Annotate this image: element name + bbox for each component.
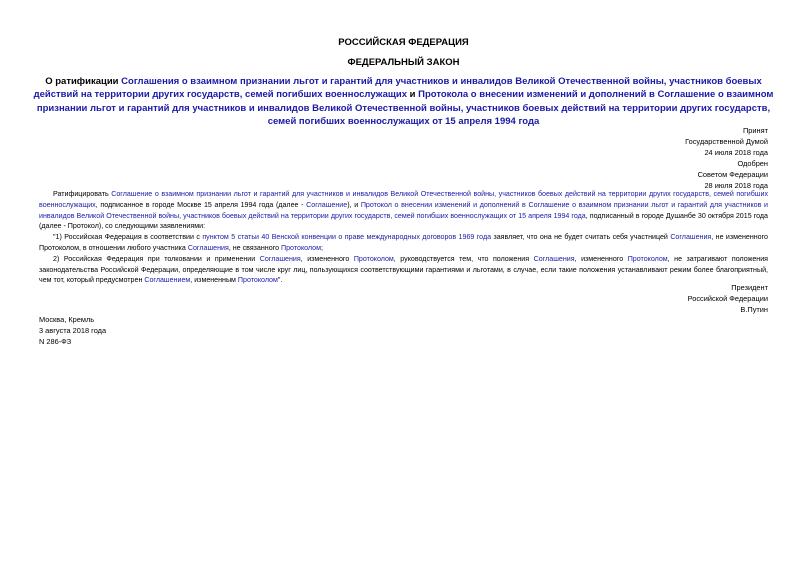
adopted-label: Принят: [742, 126, 768, 135]
country-heading: РОССИЙСКАЯ ФЕДЕРАЦИЯ: [338, 37, 469, 48]
title-prefix: О ратификации: [45, 76, 122, 87]
law-number: N 286-ФЗ: [39, 337, 72, 347]
text-segment: 2) Российская Федерация при толковании и применении: [53, 254, 260, 263]
text-segment: , измененным: [190, 276, 238, 285]
text-segment: ), и: [347, 200, 361, 209]
text-segment: заявляет, что она не будет считать себя участницей: [491, 233, 671, 242]
text-segment: , руководствуется тем, что положения: [393, 254, 534, 263]
approved-date: 28 июля 2018 года: [704, 181, 768, 191]
text-segment: "1) Российская Федерация в соответствии с: [53, 233, 203, 242]
text-segment: Ратифицировать: [53, 190, 112, 198]
ratification-paragraph: [39, 189, 768, 232]
protocol-link[interactable]: Протоколом: [353, 254, 394, 263]
agreement-short-link[interactable]: Соглашение: [306, 200, 348, 209]
adoption-block: [685, 125, 768, 192]
protocol-link[interactable]: Протоколом: [237, 276, 278, 285]
agreement-link[interactable]: Соглашением: [144, 276, 191, 285]
statement-1-paragraph: [39, 232, 768, 254]
text-segment: , подписанное в городе Москве 15 апреля 1994 года (далее -: [95, 200, 307, 209]
signatory-name: В.Путин: [740, 305, 768, 315]
signatory-title: Президент: [731, 283, 768, 292]
signing-details: [39, 314, 106, 347]
text-segment: , не затрагивают положения законодательства Российской Федерации, определяющие в том числе круг лиц, пользующихся соответствующими гарантиями и льготами, в случае, если такие положения устанавливают режим более благоприятный, чем тот, который предусмотрен: [39, 254, 768, 285]
title-protocol-link[interactable]: Протокола о внесении изменений и дополнений в Соглашение о взаимном признании льгот и гарантий для участников и инвалидов Великой Отечественной войны, участников боевых действий на территории других государств, семей погибших военнослужащих от 15 апреля 1994 года: [36, 89, 774, 127]
agreement-link[interactable]: Соглашения: [187, 243, 229, 252]
agreement-link[interactable]: Соглашения: [670, 233, 712, 242]
text-segment: ".: [277, 276, 283, 285]
title-agreement-link[interactable]: Соглашения о взаимном признании льгот и гарантий для участников и инвалидов Великой Отечественной войны, участников боевых действий на территории других государств, семей погибших военнослужащих: [33, 76, 762, 101]
signing-date: 3 августа 2018 года: [39, 326, 107, 336]
text-segment: ;: [320, 243, 323, 252]
text-segment: , измененного: [574, 254, 628, 263]
approved-label: Одобрен: [737, 159, 768, 169]
text-segment: , измененного: [300, 254, 354, 263]
agreement-link[interactable]: Соглашение о взаимном признании льгот и гарантий для участников и инвалидов Великой Отечественной войны, участников боевых действий на территории других государств, семей погибших военнослужащих: [39, 190, 768, 209]
signatory-country: Российской Федерации: [687, 294, 768, 304]
adopted-date: 24 июля 2018 года: [704, 148, 768, 158]
law-body: [39, 189, 768, 286]
signing-place: Москва, Кремль: [39, 315, 95, 324]
text-segment: , подписанный в городе Душанбе 30 октября 2015 года (далее - Протокол), со следующими заявлениями:: [39, 211, 768, 231]
approved-by: Советом Федерации: [697, 170, 768, 180]
protocol-link[interactable]: Протокол о внесении изменений и дополнений в Соглашение о взаимном признании льгот и гарантий для участников и инвалидов Великой Отечественной войны, участников боевых действий на территории других государств, семей погибших военнослужащих от 15 апреля 1994 года: [39, 200, 768, 220]
signature-block: [688, 282, 768, 315]
vienna-convention-link[interactable]: пунктом 5 статьи 40 Венской конвенции о праве международных договоров 1969 года: [202, 233, 492, 242]
protocol-link[interactable]: Протоколом: [627, 254, 668, 263]
protocol-link[interactable]: Протоколом: [281, 243, 321, 252]
agreement-link[interactable]: Соглашения: [533, 254, 575, 263]
text-segment: , не связанного: [228, 243, 281, 252]
document-type-heading: ФЕДЕРАЛЬНЫЙ ЗАКОН: [347, 57, 460, 68]
text-segment: , не измененного Протоколом, в отношении любого участника: [39, 233, 768, 252]
agreement-link[interactable]: Соглашения: [259, 254, 301, 263]
adopted-by: Государственной Думой: [685, 137, 768, 147]
title-conjunction: и: [407, 89, 419, 101]
law-title: [30, 75, 777, 128]
statement-2-paragraph: [39, 254, 768, 286]
